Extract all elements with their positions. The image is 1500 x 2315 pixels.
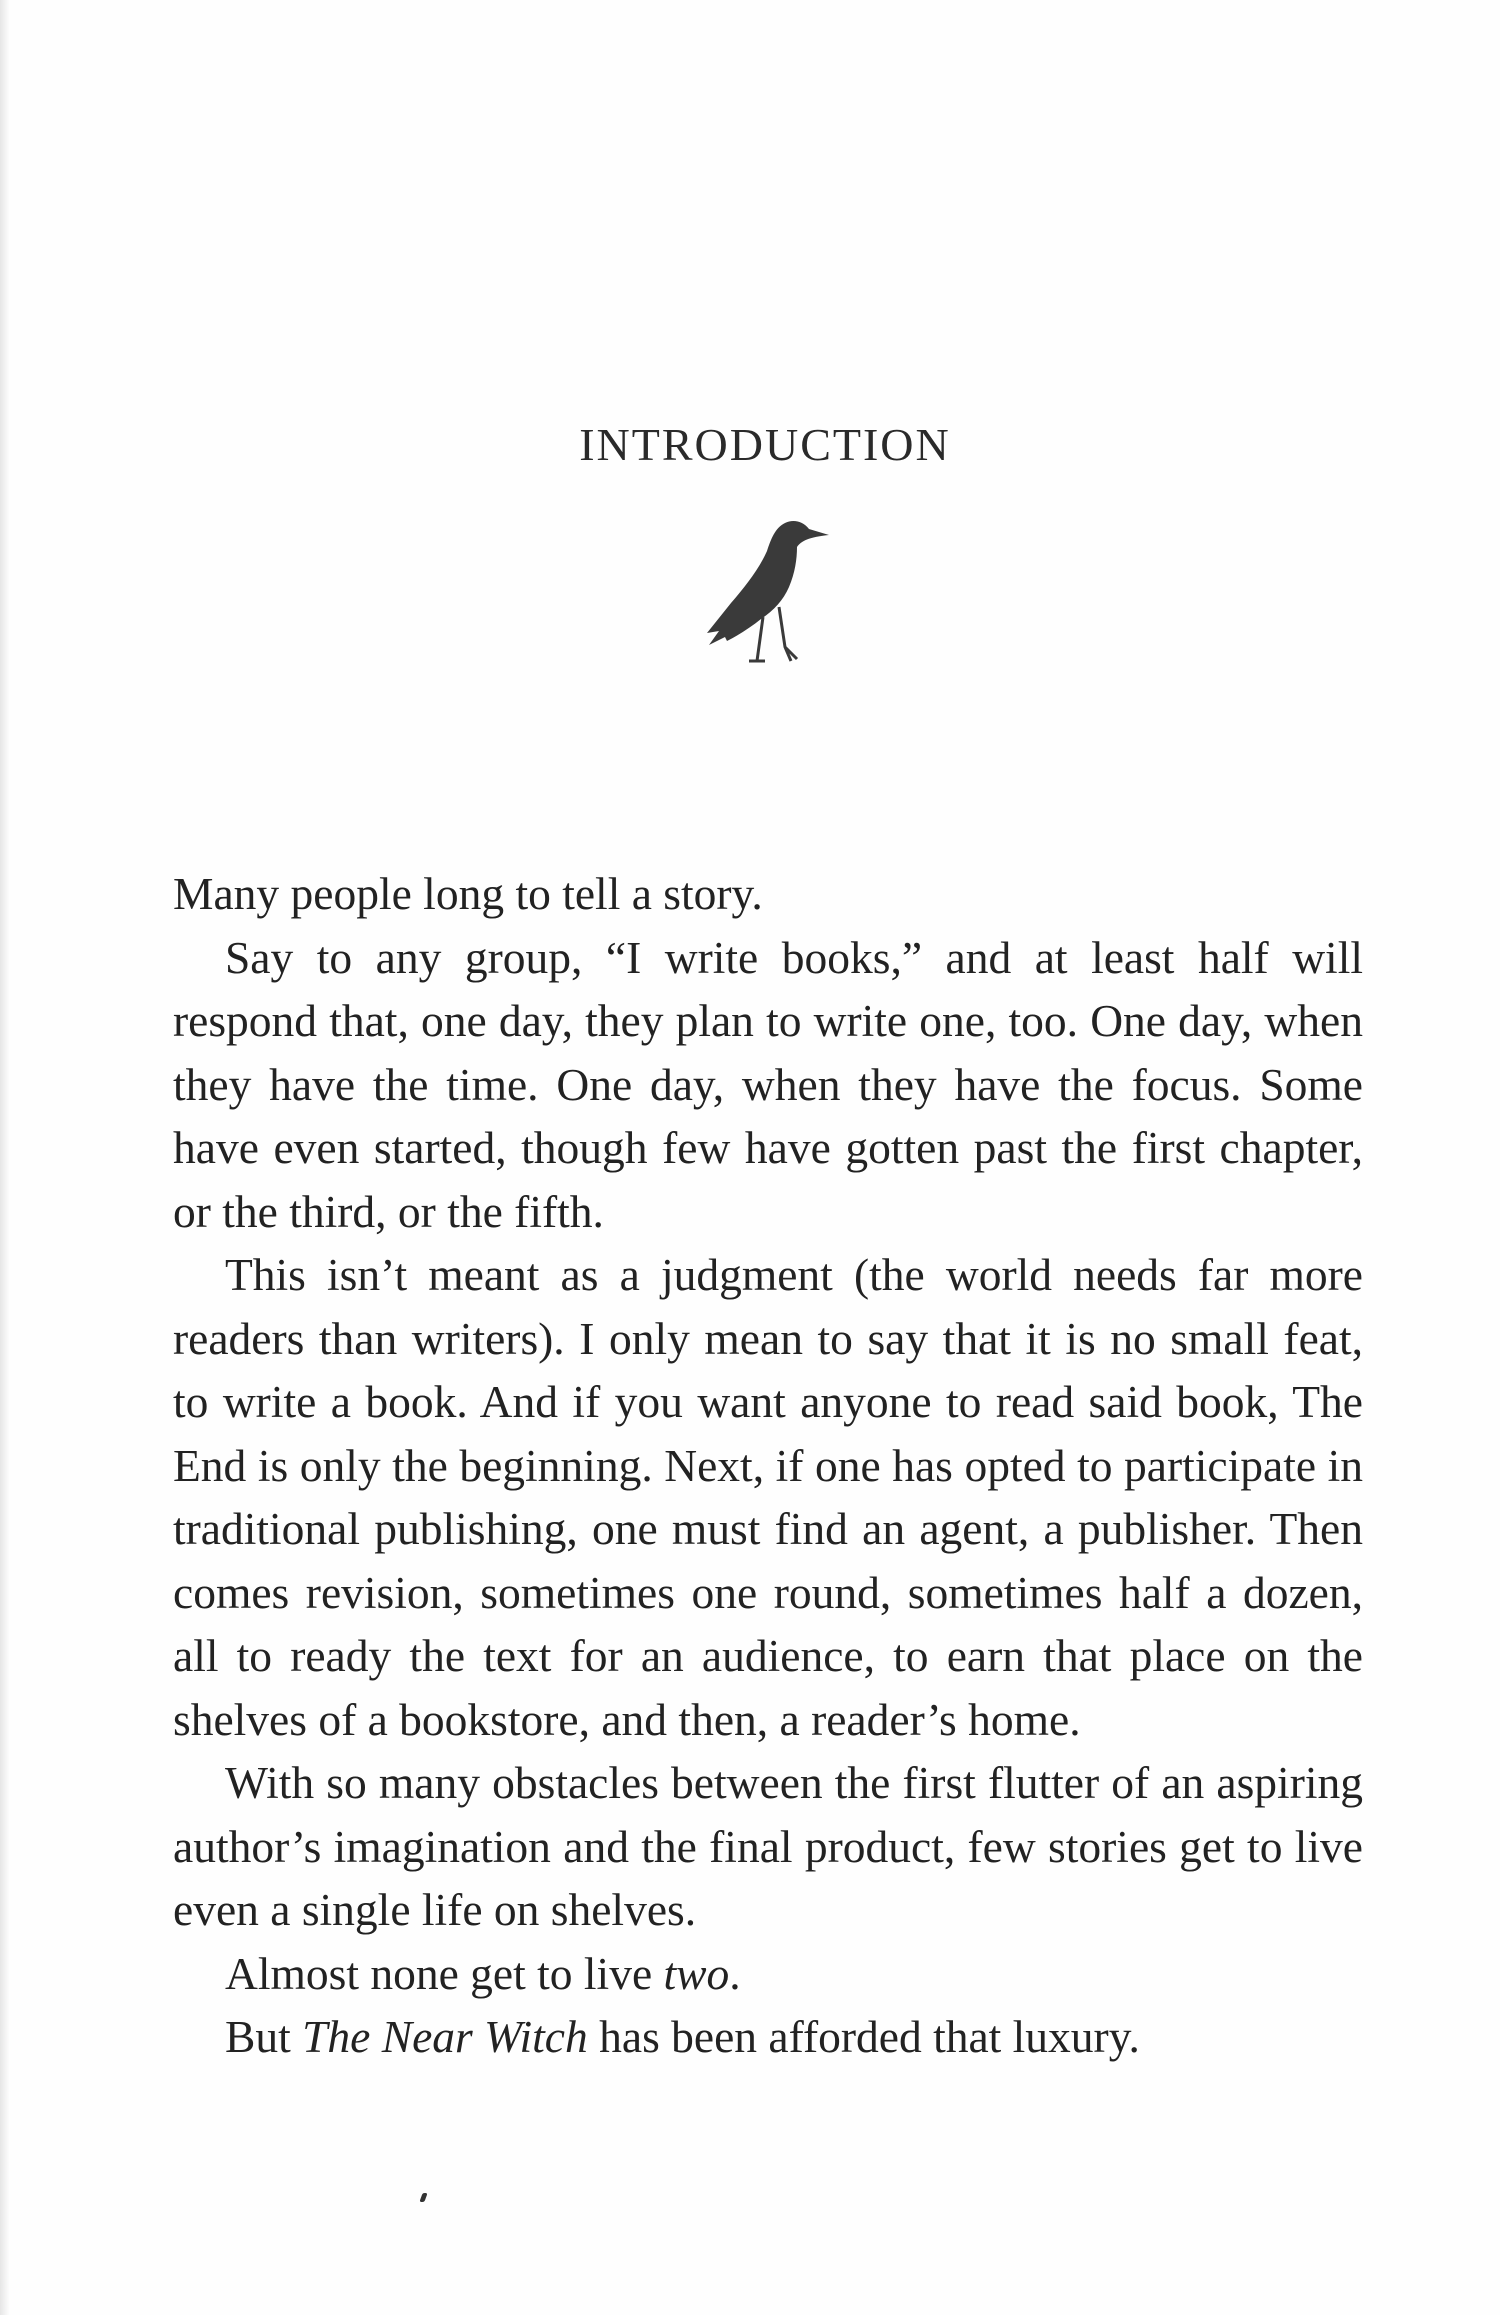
crow-icon xyxy=(697,515,832,665)
paragraph: Say to any group, “I write books,” and at least half will respond that, one day, they plan to write one, too. One day, when they have the time. One day, when they have the focus. Some have even started, though few have gotten past the first chapter, or the third, or the fifth. xyxy=(173,931,1363,1237)
crow-body-shape xyxy=(707,521,829,645)
paragraph-text: . xyxy=(729,1947,741,1999)
paragraph-text: But xyxy=(225,2011,303,2062)
paragraph: This isn’t meant as a judgment (the world needs far more readers than writers). I only mean to say that it is no small feat, to write a book. And if you want anyone to read said book, The End is only the beginning. Next, if one has opted to participate in traditional publishing, one must find an agent, a publisher. Then comes revision, sometimes one round, sometimes half a dozen, all to ready the text for an audience, to earn that place on the shelves of a bookstore, and then, a reader’s home. xyxy=(173,1249,1363,1745)
paragraph: Many people long to tell a story. xyxy=(173,868,763,919)
paragraph-text: Almost none get to live xyxy=(225,1947,664,1999)
paragraph-text: has been afforded that luxury. xyxy=(587,2011,1140,2062)
book-title-text: The Near Witch xyxy=(302,2011,588,2062)
page-edge-shadow xyxy=(0,0,10,2315)
paragraph: With so many obstacles between the first flutter of an aspiring author’s imagination and the final product, few stories get to live even a single life on shelves. xyxy=(173,1757,1363,1935)
chapter-body xyxy=(173,862,1363,2069)
paragraph xyxy=(173,1942,1363,2006)
emphasis-text: two xyxy=(663,1947,730,1999)
paragraph xyxy=(173,2005,1363,2069)
chapter-title: INTRODUCTION xyxy=(579,419,951,470)
ink-speck xyxy=(419,2193,427,2202)
